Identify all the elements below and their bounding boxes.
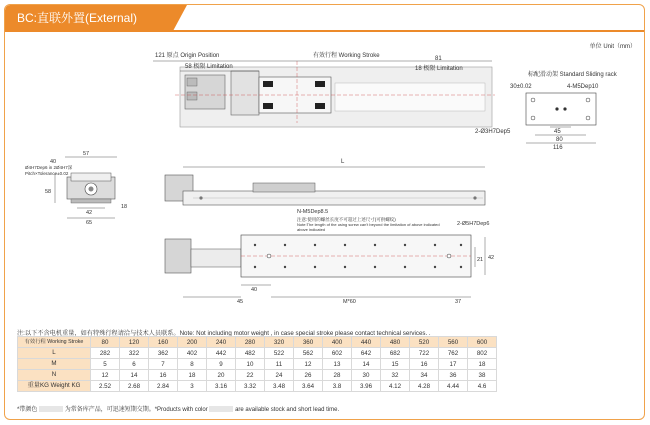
table-cell: 9 (207, 359, 236, 370)
carriage-pin: 2-Ø3H7Dep5 (475, 129, 511, 135)
table-cell: 362 (149, 348, 178, 359)
svg-text:above indicated: above indicated (297, 227, 326, 232)
table-cell: 442 (207, 348, 236, 359)
carriage-dim-116: 116 (553, 145, 563, 151)
row-label: N (18, 370, 91, 381)
end-view (25, 151, 127, 226)
table-cell: 2.52 (91, 381, 120, 392)
table-cell: 402 (178, 348, 207, 359)
section-title: BC:直联外置(External) (5, 5, 173, 31)
table-cell: 6 (120, 359, 149, 370)
table-cell: 482 (236, 348, 265, 359)
table-cell: 34 (410, 370, 439, 381)
table-cell: 28 (323, 370, 352, 381)
origin-dim: 121 原点 Origin Position (155, 53, 220, 59)
table-cell: 4.12 (381, 381, 410, 392)
footer-prefix: *带颜色 (17, 407, 38, 413)
footer-suffix: 为常备库产品，可迅速短期交期。*Products with color (64, 407, 208, 413)
page-frame (4, 4, 645, 420)
color-swatch (39, 406, 63, 412)
header-cell: 240 (207, 337, 236, 348)
end-dim-65: 65 (86, 220, 93, 226)
end-dim-40: 40 (50, 159, 57, 165)
header-cell: 280 (236, 337, 265, 348)
base-dim-pitch: M*60 (343, 299, 356, 305)
header-cell: 520 (410, 337, 439, 348)
row-label: 重量KG Weight KG (18, 381, 91, 392)
table-cell: 17 (439, 359, 468, 370)
header-cell: 440 (352, 337, 381, 348)
side-length: L (341, 159, 345, 165)
base-dim-37: 37 (455, 299, 462, 305)
base-note-cn: 注意:使用的螺丝长度不可超过上述尺寸(可供螺纹) (297, 217, 396, 222)
table-cell: 11 (265, 359, 294, 370)
end-dim-42: 42 (86, 210, 93, 216)
table-row (18, 370, 497, 381)
table-cell: 762 (439, 348, 468, 359)
table-header-row (18, 337, 497, 348)
header-cell: 560 (439, 337, 468, 348)
row-label: M (18, 359, 91, 370)
header-cell: 480 (381, 337, 410, 348)
carriage-thread: 4-M5Dep10 (567, 84, 599, 90)
table-cell: 3 (178, 381, 207, 392)
table-cell: 682 (381, 348, 410, 359)
dim-81: 81 (435, 56, 442, 62)
color-swatch-2 (209, 406, 233, 412)
table-cell: 322 (120, 348, 149, 359)
table-cell: 16 (149, 370, 178, 381)
limit-left: 58 极限 Limitation (185, 64, 233, 70)
header-cell: 600 (468, 337, 497, 348)
table-cell: 18 (468, 359, 497, 370)
end-dim-18: 18 (121, 204, 128, 210)
row-label: L (18, 348, 91, 359)
base-dim-45: 45 (237, 299, 244, 305)
table-cell: 3.32 (236, 381, 265, 392)
table-row (18, 348, 497, 359)
limit-right: 18 极限 Limitation (415, 66, 463, 72)
side-view (165, 159, 485, 205)
carriage-detail (475, 70, 618, 151)
end-dim-57: 57 (83, 151, 90, 157)
table-cell: 3.96 (352, 381, 381, 392)
table-cell: 602 (323, 348, 352, 359)
table-cell: 14 (120, 370, 149, 381)
table-cell: 15 (381, 359, 410, 370)
table-cell: 18 (178, 370, 207, 381)
table-cell: 642 (352, 348, 381, 359)
base-dim-21: 21 (477, 257, 484, 263)
table-cell: 8 (178, 359, 207, 370)
spec-note: 注:以下不含电机重量，如有特殊行程请洽与技术人员联系。Note: Not including motor weight , in case special stroke please contact technical services. . (17, 330, 431, 337)
table-cell: 2.68 (120, 381, 149, 392)
stroke-label: 有效行程 Working Stroke (313, 53, 380, 59)
table-cell: 36 (439, 370, 468, 381)
table-cell: 2.84 (149, 381, 178, 392)
table-cell: 3.64 (294, 381, 323, 392)
header-label: 有效行程 Working Stroke (18, 337, 91, 348)
header-cell: 200 (178, 337, 207, 348)
table-cell: 4.28 (410, 381, 439, 392)
table-cell: 3.48 (265, 381, 294, 392)
base-pin: 2-Ø5H7Dep6 (457, 221, 490, 227)
table-cell: 3.16 (207, 381, 236, 392)
base-thread-note: N-M5Dep8.5 (297, 209, 329, 215)
table-cell: 20 (207, 370, 236, 381)
table-row (18, 359, 497, 370)
table-cell: 32 (381, 370, 410, 381)
table-cell: 26 (294, 370, 323, 381)
table-cell: 10 (236, 359, 265, 370)
table-cell: 4.44 (439, 381, 468, 392)
header-cell: 400 (323, 337, 352, 348)
header-cell: 80 (91, 337, 120, 348)
end-dim-58: 58 (45, 189, 52, 195)
base-view (165, 209, 494, 305)
table-cell: 3.8 (323, 381, 352, 392)
table-cell: 22 (236, 370, 265, 381)
table-cell: 522 (265, 348, 294, 359)
unit-label: 单位 Unit（mm） (589, 44, 636, 50)
footer-note (17, 404, 339, 413)
table-cell: 38 (468, 370, 497, 381)
header-cell: 360 (294, 337, 323, 348)
spec-table (17, 336, 497, 392)
table-cell: 4.6 (468, 381, 497, 392)
carriage-title: 标配滑动架 Standard Sliding rack (528, 72, 617, 78)
table-cell: 722 (410, 348, 439, 359)
table-row (18, 381, 497, 392)
footer-suffix-2: are available stock and short lead time. (235, 407, 340, 413)
technical-drawing (5, 5, 645, 325)
table-cell: 12 (91, 370, 120, 381)
table-cell: 802 (468, 348, 497, 359)
carriage-dim-30: 30±0.02 (510, 84, 532, 90)
table-cell: 12 (294, 359, 323, 370)
carriage-dim-45: 45 (554, 129, 561, 135)
table-cell: 5 (91, 359, 120, 370)
table-cell: 24 (265, 370, 294, 381)
table-cell: 30 (352, 370, 381, 381)
end-pitch: Pitch×Tolerance±0.02 (25, 171, 69, 176)
end-pin-note: Ø4H7Dep6 in 2Ø4H7深 (25, 165, 73, 170)
header-cell: 320 (265, 337, 294, 348)
header-cell: 120 (120, 337, 149, 348)
base-dim-42: 42 (488, 255, 495, 261)
base-note-en: Note:The length of the using screw can't beyond the limitation of above indicated (297, 222, 440, 227)
table-cell: 13 (323, 359, 352, 370)
table-cell: 7 (149, 359, 178, 370)
header-cell: 160 (149, 337, 178, 348)
table-cell: 562 (294, 348, 323, 359)
carriage-dim-80: 80 (556, 137, 563, 143)
table-cell: 282 (91, 348, 120, 359)
base-dim-40: 40 (251, 287, 258, 293)
top-view (153, 51, 495, 127)
table-cell: 14 (352, 359, 381, 370)
table-cell: 16 (410, 359, 439, 370)
